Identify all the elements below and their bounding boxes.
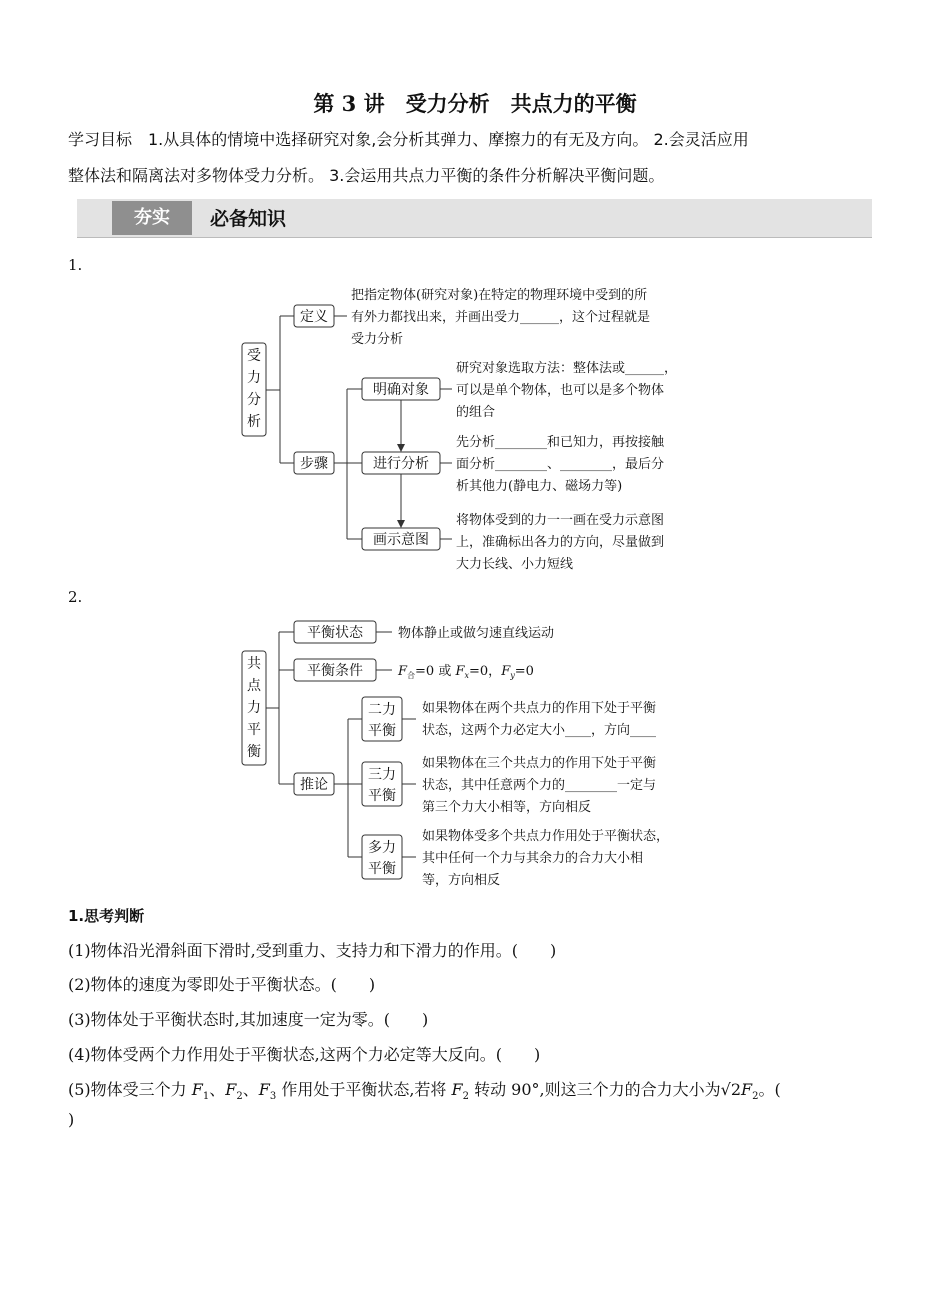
steps-label: 步骤	[300, 456, 328, 472]
inference-text: 其中任何一个力与其余力的合力大小相	[422, 851, 644, 866]
definition-label: 定义	[300, 309, 328, 325]
root-char: 点	[247, 678, 261, 694]
root-char: 受	[247, 348, 261, 364]
judgement-question-3: (3)物体处于平衡状态时,其加速度一定为零。( )	[68, 1010, 429, 1029]
inference-item-label: 三力	[368, 767, 396, 783]
judgement-question-5: (5)物体受三个力 $F_1$、$F_2$、$F_3$ 作用处于平衡状态,若将 $F_2$ 转动 90°,则这三个力的合力大小为$√2F_2$。(	[68, 1080, 781, 1103]
step-text: 先分析________和已知力，再按接触	[456, 435, 665, 450]
diagram-2-number: 2.	[68, 588, 83, 606]
inference-item-label: 平衡	[368, 723, 396, 739]
judgement-question-2: (2)物体的速度为零即处于平衡状态。( )	[68, 975, 376, 994]
inference-text: 状态，这两个力必定大小____，方向____	[422, 723, 657, 738]
diagram-1-number: 1.	[68, 256, 83, 274]
state-label: 平衡状态	[307, 625, 363, 641]
judgement-heading: 1.思考判断	[68, 907, 145, 925]
step-text: 大力长线、小力短线	[456, 557, 574, 572]
learning-goals-line-1: 学习目标 1.从具体的情境中选择研究对象,会分析其弹力、摩擦力的有无及方向。 2.会灵活应用	[68, 130, 749, 149]
root-char: 分	[247, 392, 261, 408]
state-text: 物体静止或做匀速直线运动	[398, 626, 555, 641]
definition-text: 把指定物体(研究对象)在特定的物理环境中受到的所	[351, 288, 648, 303]
inference-label: 推论	[300, 777, 328, 793]
arrow-down-icon	[397, 444, 405, 452]
step-text: 研究对象选取方法：整体法或______，	[456, 361, 678, 376]
definition-text: 受力分析	[351, 332, 404, 347]
definition-text: 有外力都找出来，并画出受力______，这个过程就是	[351, 310, 651, 325]
inference-text: 如果物体在三个共点力的作用下处于平衡	[422, 756, 657, 771]
inference-text: 如果物体受多个共点力作用处于平衡状态，	[422, 829, 670, 844]
step-text: 可以是单个物体，也可以是多个物体	[456, 383, 665, 398]
section-banner-tag: 夯实	[112, 201, 192, 235]
step-text: 的组合	[456, 405, 496, 420]
page-title: 第 3 讲 受力分析 共点力的平衡	[313, 91, 637, 116]
root-char: 析	[247, 414, 261, 430]
inference-text: 状态，其中任意两个力的________一定与	[422, 778, 657, 793]
judgement-question-5-close: )	[68, 1110, 75, 1129]
inference-text: 第三个力大小相等，方向相反	[422, 800, 592, 815]
condition-label: 平衡条件	[307, 663, 363, 679]
step-text: 上，准确标出各力的方向，尽量做到	[456, 535, 665, 550]
arrow-down-icon	[397, 520, 405, 528]
step-text: 将物体受到的力一一画在受力示意图	[456, 513, 665, 528]
inference-text: 等，方向相反	[422, 873, 501, 888]
inference-item-label: 二力	[368, 702, 396, 718]
root-char: 衡	[247, 744, 261, 760]
root-char: 共	[247, 656, 261, 672]
step-label: 明确对象	[373, 382, 429, 398]
equilibrium-diagram	[0, 600, 950, 900]
condition-formula: $F_合=0$ 或 $F_x=0$，$F_y=0$	[398, 664, 534, 680]
inference-item-label: 平衡	[368, 861, 396, 877]
step-label: 进行分析	[373, 456, 429, 472]
inference-item-label: 平衡	[368, 788, 396, 804]
learning-goals-line-2: 整体法和隔离法对多物体受力分析。 3.会运用共点力平衡的条件分析解决平衡问题。	[68, 166, 665, 185]
step-text: 面分析________、________，最后分	[456, 457, 665, 472]
root-char: 力	[247, 700, 261, 716]
force-analysis-diagram	[0, 0, 950, 600]
inference-item-label: 多力	[368, 840, 396, 856]
judgement-question-1: (1)物体沿光滑斜面下滑时,受到重力、支持力和下滑力的作用。( )	[68, 941, 557, 960]
inference-text: 如果物体在两个共点力的作用下处于平衡	[422, 701, 657, 716]
step-label: 画示意图	[373, 532, 429, 548]
root-char: 力	[247, 370, 261, 386]
step-text: 析其他力(静电力、磁场力等)	[456, 479, 623, 494]
section-banner-title: 必备知识	[210, 208, 287, 230]
root-char: 平	[247, 722, 261, 738]
judgement-question-4: (4)物体受两个力作用处于平衡状态,这两个力必定等大反向。( )	[68, 1045, 541, 1064]
